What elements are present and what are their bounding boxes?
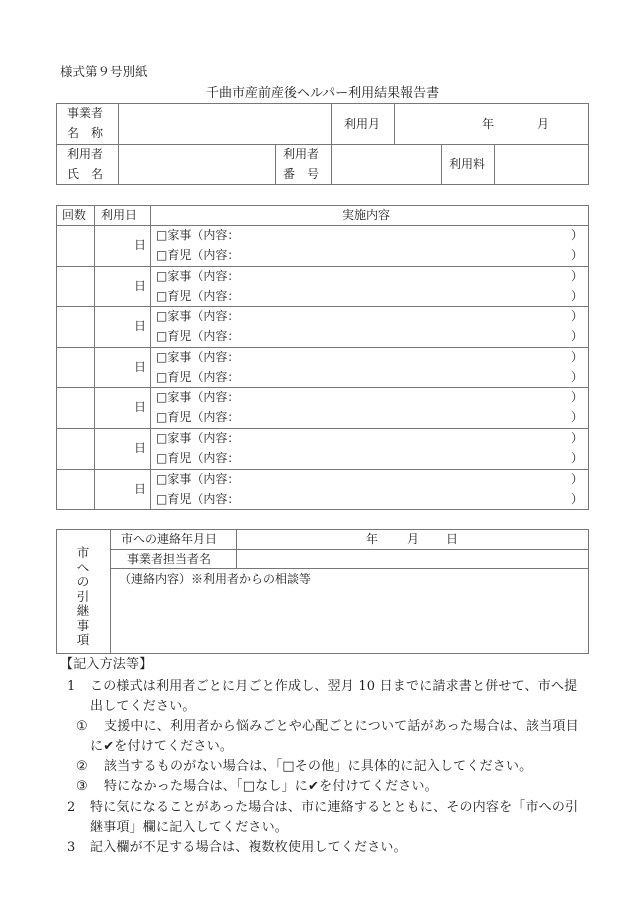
day-unit: 日 bbox=[134, 441, 147, 455]
date-month-unit: 月 bbox=[407, 532, 420, 546]
close-paren: ） bbox=[571, 431, 584, 445]
day-unit: 日 bbox=[134, 360, 147, 374]
instruction-text: 継事項」欄に記入してください。 bbox=[90, 820, 289, 835]
column-header-count: 回数 bbox=[62, 208, 87, 222]
count-field[interactable] bbox=[58, 430, 92, 467]
service-row-divider bbox=[56, 387, 589, 388]
childcare-checkbox[interactable]: □育児（内容： bbox=[156, 492, 240, 506]
form-number-label: 様式第９号別紙 bbox=[60, 64, 148, 79]
service-table-divider bbox=[94, 205, 95, 510]
user-number-field[interactable] bbox=[333, 146, 439, 183]
instruction-text: 出してください。 bbox=[90, 699, 196, 714]
childcare-checkbox[interactable]: □育児（内容： bbox=[156, 451, 240, 465]
instruction-number: ③ bbox=[76, 779, 88, 794]
instruction-text: を付けてください。 bbox=[319, 779, 438, 794]
day-unit: 日 bbox=[134, 319, 147, 333]
housework-checkbox[interactable]: □家事（内容： bbox=[156, 350, 240, 364]
fee-field[interactable] bbox=[496, 146, 586, 183]
count-field[interactable] bbox=[58, 227, 92, 264]
day-unit: 日 bbox=[134, 482, 147, 496]
handover-table-divider bbox=[110, 568, 589, 569]
instruction-text: 特になかった場合は、「□なし」に bbox=[104, 779, 308, 794]
instruction-number: 1 bbox=[67, 679, 76, 694]
instruction-text bbox=[104, 780, 438, 793]
instruction-text: に bbox=[90, 739, 104, 754]
side-label-char: 事 bbox=[76, 617, 90, 633]
side-label-char: 引 bbox=[76, 588, 90, 604]
instruction-number: ① bbox=[76, 719, 88, 734]
side-label-char: 市 bbox=[76, 545, 90, 560]
close-paren: ） bbox=[571, 370, 584, 384]
user-name-label: 利用者 bbox=[67, 147, 104, 161]
close-paren: ） bbox=[571, 309, 584, 323]
service-row-divider bbox=[56, 428, 589, 429]
column-header-date: 利用日 bbox=[101, 208, 138, 222]
count-field[interactable] bbox=[58, 389, 92, 426]
date-year-unit: 年 bbox=[366, 532, 379, 546]
childcare-checkbox[interactable]: □育児（内容： bbox=[156, 248, 240, 262]
handover-table-divider bbox=[110, 529, 111, 654]
user-name-field[interactable] bbox=[120, 146, 273, 183]
contact-date-label: 市への連絡年月日 bbox=[121, 532, 218, 546]
user-number-label: 番 号 bbox=[283, 167, 320, 181]
close-paren: ） bbox=[571, 289, 584, 303]
count-field[interactable] bbox=[58, 268, 92, 305]
housework-checkbox[interactable]: □家事（内容： bbox=[156, 228, 240, 242]
side-label-char: へ bbox=[76, 559, 90, 575]
instructions-heading: 【記入方法等】 bbox=[60, 657, 153, 672]
contact-content-field[interactable] bbox=[112, 588, 587, 652]
column-header-content: 実施内容 bbox=[342, 208, 391, 222]
page-title: 千曲市産前産後ヘルパー利用結果報告書 bbox=[206, 86, 440, 101]
year-unit: 年 bbox=[482, 117, 495, 131]
count-field[interactable] bbox=[58, 471, 92, 508]
instruction-text: 特に気になることがあった場合は、市に連絡するとともに、その内容を「市への引 bbox=[90, 800, 579, 815]
close-paren: ） bbox=[571, 350, 584, 364]
day-unit: 日 bbox=[134, 238, 147, 252]
service-row-divider bbox=[56, 306, 589, 307]
housework-checkbox[interactable]: □家事（内容： bbox=[156, 309, 240, 323]
count-field[interactable] bbox=[58, 349, 92, 386]
month-unit: 月 bbox=[537, 117, 550, 131]
header-table-divider bbox=[394, 103, 395, 144]
side-label-char: 継 bbox=[76, 603, 90, 618]
instruction-number: 3 bbox=[67, 840, 76, 855]
close-paren: ） bbox=[571, 390, 584, 404]
close-paren: ） bbox=[571, 248, 584, 262]
count-field[interactable] bbox=[58, 308, 92, 345]
header-table-divider bbox=[494, 144, 495, 185]
close-paren: ） bbox=[571, 492, 584, 506]
business-name-field[interactable] bbox=[120, 105, 329, 142]
close-paren: ） bbox=[571, 410, 584, 424]
user-number-label: 利用者 bbox=[283, 147, 320, 161]
childcare-checkbox[interactable]: □育児（内容： bbox=[156, 289, 240, 303]
user-name-label: 氏 名 bbox=[67, 167, 104, 181]
contact-content-label: （連絡内容）※利用者からの相談等 bbox=[119, 572, 312, 586]
housework-checkbox[interactable]: □家事（内容： bbox=[156, 472, 240, 486]
staff-name-field[interactable] bbox=[238, 551, 587, 567]
childcare-checkbox[interactable]: □育児（内容： bbox=[156, 410, 240, 424]
fee-label: 利用料 bbox=[449, 157, 486, 171]
service-table-divider bbox=[56, 225, 589, 226]
instruction-text: 支援中に、利用者から悩みごとや心配ごとについて話があった場合は、該当項目 bbox=[104, 719, 579, 734]
close-paren: ） bbox=[571, 269, 584, 283]
service-row-divider bbox=[56, 266, 589, 267]
side-label-char: の bbox=[76, 574, 90, 589]
childcare-checkbox[interactable]: □育児（内容： bbox=[156, 329, 240, 343]
header-table-divider bbox=[331, 103, 332, 185]
business-name-label: 名 称 bbox=[67, 126, 104, 140]
instruction-text: この様式は利用者ごとに月ごと作成し、翌月 10 日までに請求書と併せて、市へ提 bbox=[90, 679, 578, 694]
handover-table-divider bbox=[110, 549, 589, 550]
service-row-divider bbox=[56, 347, 589, 348]
instruction-text: 該当するものがない場合は、「□その他」に具体的に記入してください。 bbox=[104, 759, 533, 774]
staff-name-label: 事業者担当者名 bbox=[127, 552, 212, 566]
header-table-divider bbox=[275, 144, 276, 185]
instruction-text: を付けてください。 bbox=[114, 739, 234, 754]
header-table-divider bbox=[118, 103, 119, 185]
childcare-checkbox[interactable]: □育児（内容： bbox=[156, 370, 240, 384]
header-table-divider bbox=[441, 144, 442, 185]
instruction-number: 2 bbox=[67, 800, 76, 815]
business-name-label: 事業者 bbox=[67, 106, 104, 120]
header-table-divider bbox=[56, 144, 589, 145]
instruction-text: 記入欄が不足する場合は、複数枚使用してください。 bbox=[90, 840, 407, 855]
usage-month-label: 利用月 bbox=[344, 117, 381, 131]
date-day-unit: 日 bbox=[446, 532, 459, 546]
checkmark-icon: ✔ bbox=[307, 779, 320, 794]
side-label-char: 項 bbox=[76, 632, 90, 647]
housework-checkbox[interactable]: □家事（内容： bbox=[156, 390, 240, 404]
checkmark-icon: ✔ bbox=[103, 739, 115, 754]
close-paren: ） bbox=[571, 472, 584, 486]
housework-checkbox[interactable]: □家事（内容： bbox=[156, 269, 240, 283]
service-row-divider bbox=[56, 469, 589, 470]
close-paren: ） bbox=[571, 329, 584, 343]
instruction-text bbox=[90, 740, 233, 753]
service-table-divider bbox=[150, 205, 151, 510]
instruction-number: ② bbox=[76, 759, 88, 774]
close-paren: ） bbox=[571, 228, 584, 242]
day-unit: 日 bbox=[134, 279, 147, 293]
day-unit: 日 bbox=[134, 400, 147, 414]
close-paren: ） bbox=[571, 451, 584, 465]
housework-checkbox[interactable]: □家事（内容： bbox=[156, 431, 240, 445]
